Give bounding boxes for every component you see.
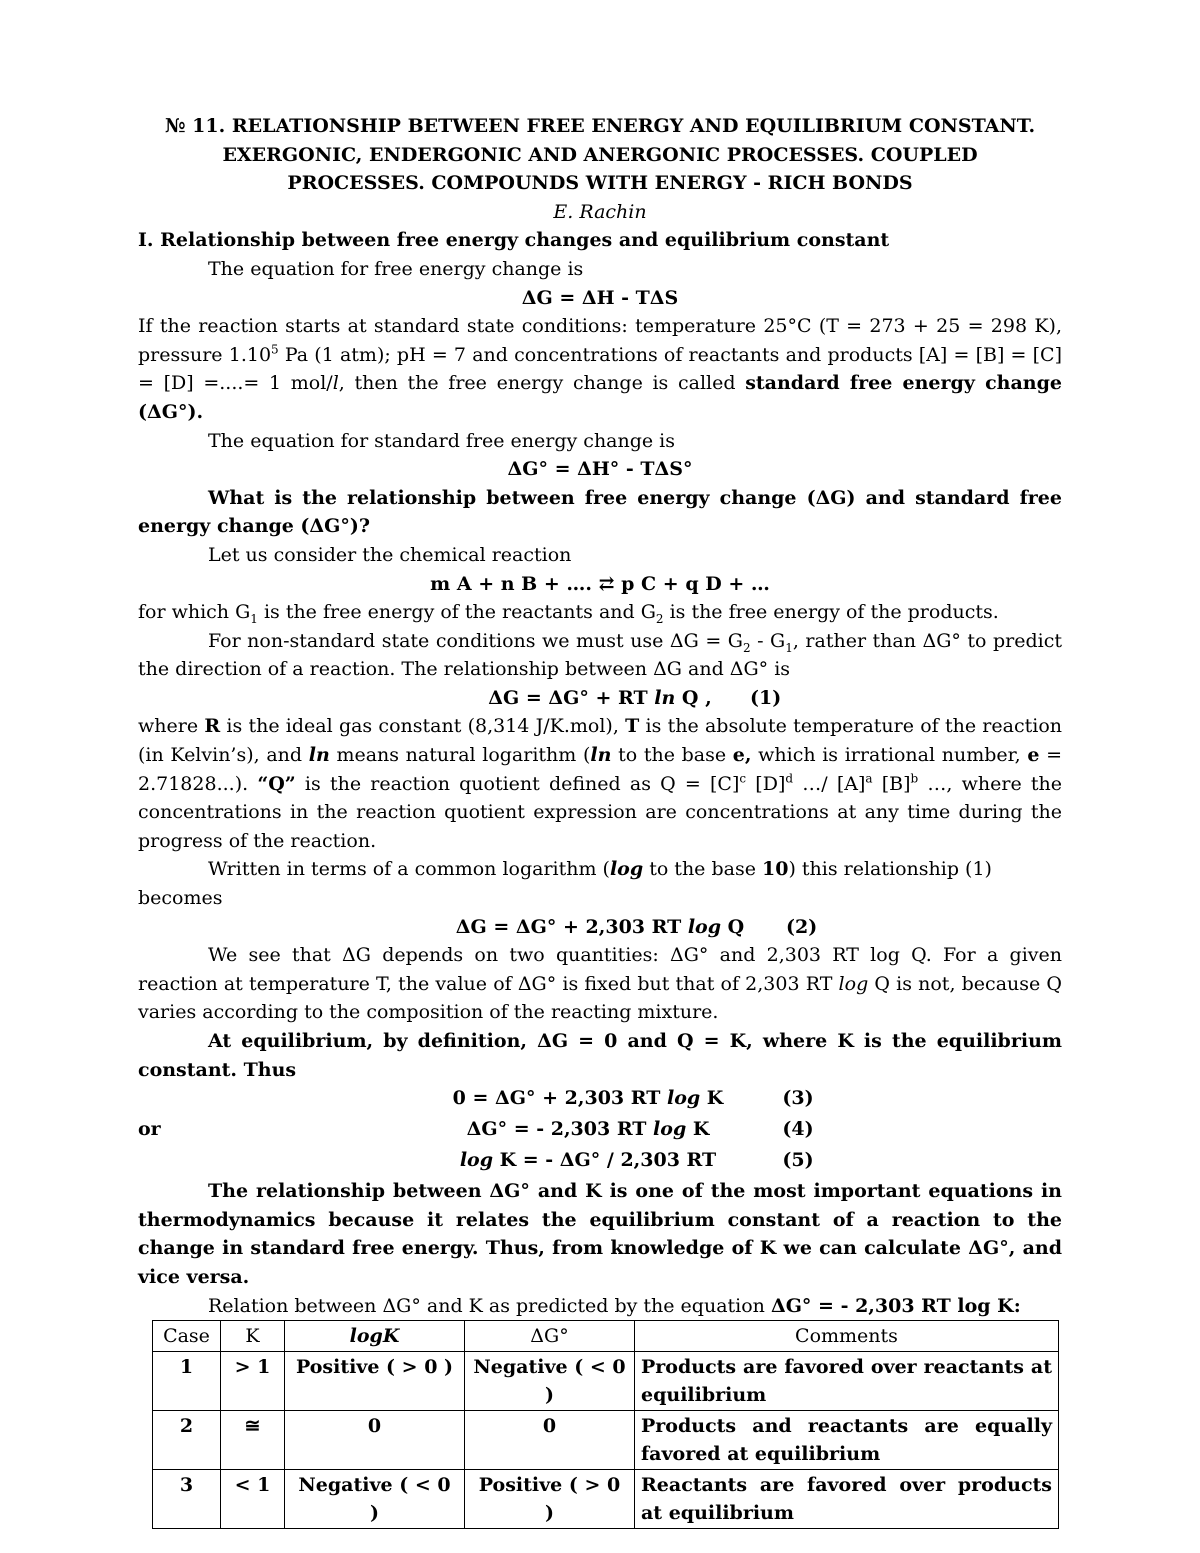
equation-standard-gibbs: ΔG° = ΔH° - TΔS° — [507, 458, 693, 481]
header-comments: Comments — [635, 1321, 1059, 1352]
paragraph: Written in terms of a common logarithm (log to the base 10) this relationship (1) becomes — [138, 858, 992, 910]
equation-2: ΔG = ΔG° + 2,303 RT log Q (2) — [455, 915, 818, 938]
cell-comment: Products and reactants are equally favored at equilibrium — [635, 1411, 1059, 1470]
table-row — [153, 1411, 1059, 1470]
cell-logk: 0 — [285, 1411, 465, 1470]
section-heading: I. Relationship between free energy changes and equilibrium constant — [138, 229, 890, 252]
cell-logk: Negative ( < 0 ) — [285, 1470, 465, 1529]
title-line-3: PROCESSES. COMPOUNDS WITH ENERGY - RICH BONDS — [287, 172, 913, 195]
paragraph-equilibrium: At equilibrium, by definition, ΔG = 0 and Q = K, where K is the equilibrium constant. Thus — [138, 1030, 1062, 1081]
header-logk: logK — [285, 1321, 465, 1352]
paragraph: Let us consider the chemical reaction — [208, 543, 572, 566]
table-row — [153, 1470, 1059, 1529]
equation-1: ΔG = ΔG° + RT ln Q , (1) — [488, 686, 782, 709]
equation-3: 0 = ΔG° + 2,303 RT log K (3) — [452, 1087, 814, 1110]
cell-k: < 1 — [221, 1470, 285, 1529]
title-line-2: EXERGONIC, ENDERGONIC AND ANERGONIC PROCESSES. COUPLED — [222, 143, 978, 166]
cell-k: > 1 — [221, 1352, 285, 1411]
cell-delta-g: Negative ( < 0 ) — [465, 1352, 635, 1411]
cell-case: 3 — [153, 1470, 221, 1529]
table-caption: Relation between ΔG° and K as predicted by the equation ΔG° = - 2,303 RT log K: — [208, 1294, 1021, 1317]
relation-table — [152, 1320, 1059, 1529]
equation-5: log K = - ΔG° / 2,303 RT (5) — [459, 1149, 814, 1172]
paragraph: For non-standard state conditions we must use $\Delta G = G_2 - G_1$, rather than ΔG° to predict the direction of a reaction. The relationship between ΔG and ΔG° is — [138, 629, 1062, 681]
question: What is the relationship between free energy change (ΔG) and standard free energy change (ΔG°)? — [138, 486, 1062, 538]
header-case: Case — [153, 1321, 221, 1352]
equation-gibbs: ΔG = ΔH - TΔS — [521, 286, 679, 309]
paragraph: The equation for free energy change is — [208, 257, 584, 280]
paragraph: We see that ΔG depends on two quantities: ΔG° and 2,303 RT log Q. For a given reaction at temperature T, the value of ΔG° is fixed but that of 2,303 RT log Q is not, because Q varies according to the composition of the reacting mixture. — [138, 944, 1062, 1024]
table-header-row — [153, 1321, 1059, 1352]
reaction-equation: m A + n B + …. ⇄ p C + q D + … — [430, 572, 770, 595]
equation-4: or ΔG° = - 2,303 RT log K (4) — [138, 1118, 814, 1141]
author: E. Rachin — [553, 200, 647, 223]
cell-delta-g: Positive ( > 0 ) — [465, 1470, 635, 1529]
header-k: K — [221, 1321, 285, 1352]
paragraph-definitions: where R is the ideal gas constant (8,314 J/K.mol), T is the absolute temperature of the reaction (in Kelvin’s), and ln means natural logarithm (ln to the base e, which is irrational number, e = 2.71828...). “Q” is the reaction quotient defined as $Q = [C]^c$ $[D]^d$ …/ $[A]^a$ $[B]^b$ …, where the concentrations in the reaction quotient expression are concentrations at any time during the progress of the reaction. — [138, 715, 1062, 852]
header-delta-g: ΔG° — [465, 1321, 635, 1352]
cell-comment: Reactants are favored over products at equilibrium — [635, 1470, 1059, 1529]
cell-case: 1 — [153, 1352, 221, 1411]
cell-logk: Positive ( > 0 ) — [285, 1352, 465, 1411]
paragraph: for which $G_1$ is the free energy of the reactants and $G_2$ is the free energy of the products. — [138, 601, 999, 626]
paragraph-standard-conditions: If the reaction starts at standard state conditions: temperature 25°C (T = 273 + 25 = 298 K), pressure 1.10$^5$ Pa (1 atm); pH = 7 and concentrations of reactants and products [A] = [B] = [C] = [D] =....= 1 mol/l, then the free energy change is called standard free energy change (ΔG°). — [138, 315, 1063, 423]
table-row — [153, 1352, 1059, 1411]
paragraph-importance: The relationship between ΔG° and K is one of the most important equations in thermodynamics because it relates the equilibrium constant of a reaction to the change in standard free energy. Thus, from knowledge of K we can calculate ΔG°, and vice versa. — [138, 1180, 1062, 1288]
cell-case: 2 — [153, 1411, 221, 1470]
paragraph: The equation for standard free energy change is — [208, 429, 676, 452]
title-line-1: № 11. RELATIONSHIP BETWEEN FREE ENERGY AND EQUILIBRIUM CONSTANT. — [164, 115, 1036, 137]
cell-k: ≅ — [221, 1411, 285, 1470]
document-page — [138, 112, 1062, 1529]
cell-comment: Products are favored over reactants at equilibrium — [635, 1352, 1059, 1411]
cell-delta-g: 0 — [465, 1411, 635, 1470]
